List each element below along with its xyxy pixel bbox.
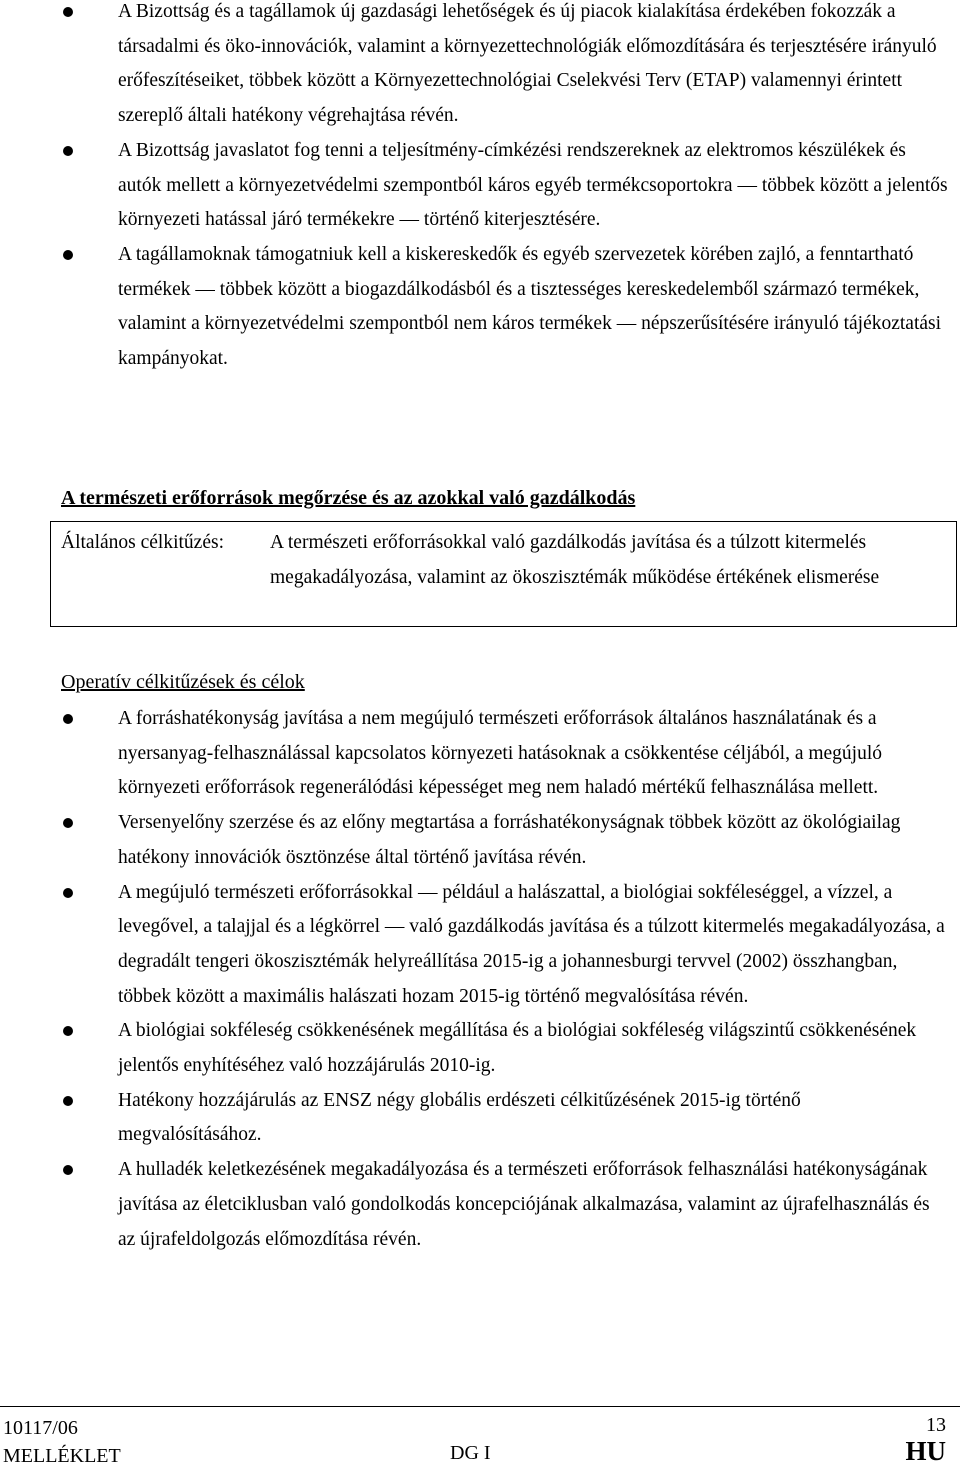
footer-divider: [0, 1406, 960, 1407]
bullet-icon: [63, 1096, 73, 1106]
list-item: Versenyelőny szerzése és az előny megtartása a forráshatékonyságnak többek között az ökológiailag hatékony innovációk ösztönzése által történő javítása révén.: [0, 806, 960, 875]
list-item: A Bizottság javaslatot fog tenni a teljesítmény-címkézési rendszereknek az elektromos készülékek és autók mellett a környezetvédelmi szempontból káros egyéb termékcsoportokra — többek között a jelentős környezeti hatással járó termékekre — történő kiterjesztésére.: [0, 134, 960, 238]
section-heading: A természeti erőforrások megőrzése és az azokkal való gazdálkodás: [61, 487, 636, 509]
bullet-icon: [63, 1026, 73, 1036]
list-item: A forráshatékonyság javítása a nem megújuló természeti erőforrások általános használatának és a nyersanyag-felhasználással kapcsolatos környezeti hatásoknak a csökkentése céljából, a megújuló környezeti erőforrások regenerálódási képességet meg nem haladó mértékű felhasználása mellett.: [0, 702, 960, 806]
page-number: 13: [926, 1414, 946, 1436]
list-item: A hulladék keletkezésének megakadályozása és a természeti erőforrások felhasználási hatékonyságának javítása az életciklusban való gondolkodás koncepciójának alkalmazása, valamint az újrafelhasználás és az újrafeldolgozás előmozdítása révén.: [0, 1153, 960, 1257]
language-code: HU: [905, 1436, 946, 1466]
top-bullet-list: [0, 0, 960, 377]
bullet-icon: [63, 250, 73, 260]
bullet-icon: [63, 818, 73, 828]
general-goal-label: Általános célkitűzés:: [61, 532, 224, 553]
doc-number: 10117/06: [3, 1417, 78, 1439]
annex-label: MELLÉKLET: [3, 1445, 121, 1467]
bullet-icon: [63, 7, 73, 17]
general-goal-box: [50, 521, 957, 627]
operative-heading: Operatív célkitűzések és célok: [61, 671, 305, 693]
list-item: A Bizottság és a tagállamok új gazdasági lehetőségek és új piacok kialakítása érdekében fokozzák a társadalmi és öko-innovációk, valamint a környezettechnológiák előmozdítására és terjesztésére irányuló erőfeszítéseiket, többek között a Környezettechnológiai Cselekvési Terv (ETAP) valamennyi érintett szereplő általi hatékony végrehajtása révén.: [0, 0, 960, 134]
bullet-icon: [63, 1165, 73, 1175]
bullet-icon: [63, 888, 73, 898]
dg-label: DG I: [450, 1442, 491, 1464]
list-item: A biológiai sokféleség csökkenésének megállítása és a biológiai sokféleség világszintű csökkenésének jelentős enyhítéséhez való hozzájárulás 2010-ig.: [0, 1014, 960, 1083]
list-item: A tagállamoknak támogatniuk kell a kiskereskedők és egyéb szervezetek körében zajló, a fenntartható termékek — többek között a biogazdálkodásból és a tisztességes kereskedelemből származó termékek, valamint a környezetvédelmi szempontból nem káros termékek — népszerűsítésére irányuló tájékoztatási kampányokat.: [0, 238, 960, 377]
bullet-icon: [63, 714, 73, 724]
footer-doc-info: [3, 1414, 121, 1470]
general-goal-text: A természeti erőforrásokkal való gazdálkodás javítása és a túlzott kitermelés megakadályozása, valamint az ökoszisztémák működése értékének elismerése: [270, 532, 880, 588]
operative-bullet-list: [0, 702, 960, 1257]
list-item: Hatékony hozzájárulás az ENSZ négy globális erdészeti célkitűzésének 2015-ig történő megvalósításához.: [0, 1084, 960, 1153]
list-item: A megújuló természeti erőforrásokkal — például a halászattal, a biológiai sokféleséggel, a vízzel, a levegővel, a talajjal és a légkörrel — való gazdálkodás javítása és a túlzott kitermelés megakadályozása, a degradált tengeri ökoszisztémák helyreállítása 2015-ig a johannesburgi tervvel (2002) összhangban, többek között a maximális halászati hozam 2015-ig történő megvalósítása révén.: [0, 876, 960, 1015]
bullet-icon: [63, 146, 73, 156]
